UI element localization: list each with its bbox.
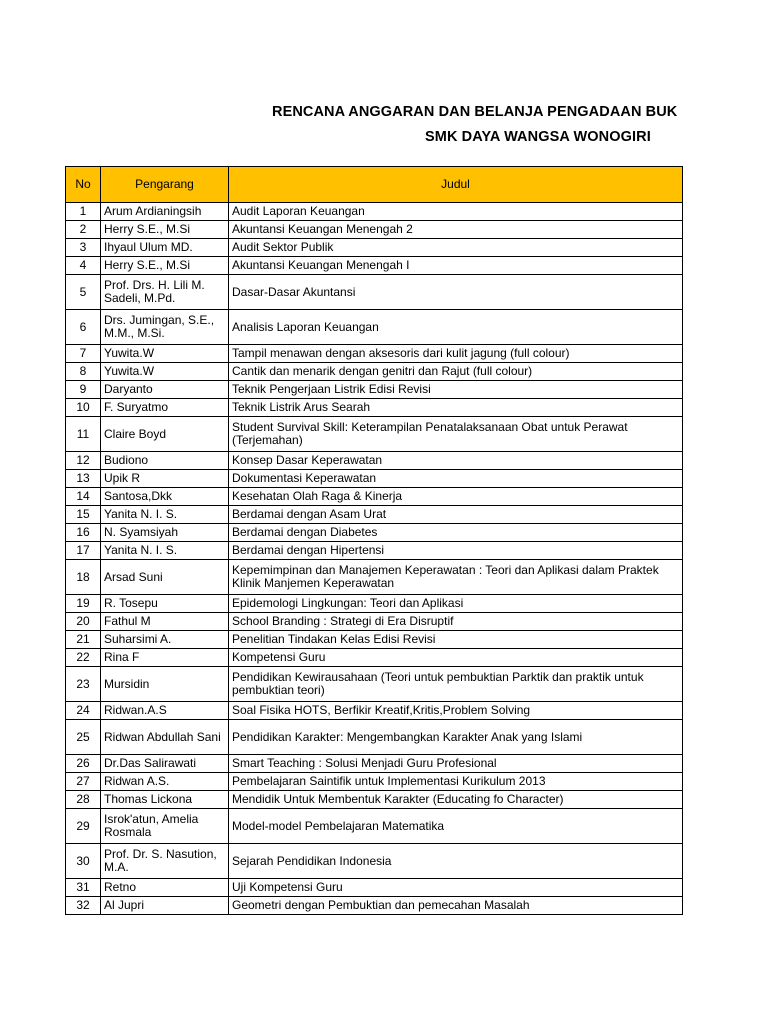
table-row [66,773,683,791]
cell-author: Ridwan A.S. [101,773,229,791]
cell-title: Cantik dan menarik dengan genitri dan Rajut (full colour) [229,363,683,381]
cell-author: Herry S.E., M.Si [101,221,229,239]
cell-no: 32 [66,897,101,915]
table-row [66,667,683,702]
cell-title: Analisis Laporan Keuangan [229,310,683,345]
cell-author: Drs. Jumingan, S.E., M.M., M.Si. [101,310,229,345]
cell-author: Claire Boyd [101,417,229,452]
cell-no: 19 [66,595,101,613]
cell-author: Prof. Drs. H. Lili M. Sadeli, M.Pd. [101,275,229,310]
table-row [66,488,683,506]
cell-title: Uji Kompetensi Guru [229,879,683,897]
cell-author: N. Syamsiyah [101,524,229,542]
cell-no: 27 [66,773,101,791]
table-row [66,560,683,595]
cell-no: 18 [66,560,101,595]
cell-author: Ridwan.A.S [101,702,229,720]
document-title: RENCANA ANGGARAN DAN BELANJA PENGADAAN BUK [272,104,678,120]
table-row [66,381,683,399]
cell-author: Yuwita.W [101,363,229,381]
cell-author: Rina F [101,649,229,667]
cell-author: Thomas Lickona [101,791,229,809]
cell-author: Arum Ardianingsih [101,203,229,221]
cell-author: Isrok'atun, Amelia Rosmala [101,809,229,844]
cell-author: Mursidin [101,667,229,702]
cell-title: Smart Teaching : Solusi Menjadi Guru Profesional [229,755,683,773]
cell-title: Kepemimpinan dan Manajemen Keperawatan : Teori dan Aplikasi dalam Praktek Klinik Manjemen Keperawatan [229,560,683,595]
cell-author: Yanita N. I. S. [101,542,229,560]
cell-no: 16 [66,524,101,542]
cell-author: Prof. Dr. S. Nasution, M.A. [101,844,229,879]
cell-title: Pendidikan Kewirausahaan (Teori untuk pembuktian Parktik dan praktik untuk pembuktian teori) [229,667,683,702]
cell-author: Daryanto [101,381,229,399]
cell-no: 9 [66,381,101,399]
table-row [66,844,683,879]
cell-title: Model-model Pembelajaran Matematika [229,809,683,844]
cell-title: Sejarah Pendidikan Indonesia [229,844,683,879]
cell-title: Epidemologi Lingkungan: Teori dan Aplikasi [229,595,683,613]
cell-title: Konsep Dasar Keperawatan [229,452,683,470]
cell-author: Dr.Das Salirawati [101,755,229,773]
table-row [66,345,683,363]
cell-title: Dasar-Dasar Akuntansi [229,275,683,310]
cell-no: 8 [66,363,101,381]
cell-author: Retno [101,879,229,897]
cell-title: Pembelajaran Saintifik untuk Implementasi Kurikulum 2013 [229,773,683,791]
cell-no: 6 [66,310,101,345]
table-row [66,595,683,613]
table-row [66,809,683,844]
cell-no: 31 [66,879,101,897]
cell-title: School Branding : Strategi di Era Disruptif [229,613,683,631]
cell-no: 10 [66,399,101,417]
table-row [66,542,683,560]
table-row [66,720,683,755]
cell-title: Mendidik Untuk Membentuk Karakter (Educating fo Character) [229,791,683,809]
cell-author: Yuwita.W [101,345,229,363]
table-row [66,524,683,542]
cell-title: Kompetensi Guru [229,649,683,667]
cell-author: Fathul M [101,613,229,631]
cell-author: Santosa,Dkk [101,488,229,506]
cell-title: Audit Sektor Publik [229,239,683,257]
cell-no: 21 [66,631,101,649]
table-row [66,363,683,381]
cell-no: 2 [66,221,101,239]
cell-no: 4 [66,257,101,275]
cell-no: 22 [66,649,101,667]
cell-title: Audit Laporan Keuangan [229,203,683,221]
cell-no: 25 [66,720,101,755]
cell-author: Arsad Suni [101,560,229,595]
table-row [66,257,683,275]
cell-title: Student Survival Skill: Keterampilan Penatalaksanaan Obat untuk Perawat (Terjemahan) [229,417,683,452]
cell-title: Teknik Pengerjaan Listrik Edisi Revisi [229,381,683,399]
cell-no: 20 [66,613,101,631]
table-row [66,399,683,417]
cell-no: 3 [66,239,101,257]
cell-title: Kesehatan Olah Raga & Kinerja [229,488,683,506]
table-row [66,755,683,773]
table-row [66,239,683,257]
cell-title: Geometri dengan Pembuktian dan pemecahan Masalah [229,897,683,915]
cell-title: Akuntansi Keuangan Menengah 2 [229,221,683,239]
cell-no: 26 [66,755,101,773]
cell-title: Soal Fisika HOTS, Berfikir Kreatif,Kritis,Problem Solving [229,702,683,720]
cell-no: 28 [66,791,101,809]
cell-no: 12 [66,452,101,470]
cell-no: 14 [66,488,101,506]
cell-no: 1 [66,203,101,221]
header-row [66,167,683,203]
cell-no: 13 [66,470,101,488]
cell-no: 11 [66,417,101,452]
cell-no: 30 [66,844,101,879]
table-row [66,631,683,649]
table-row [66,417,683,452]
table-row [66,221,683,239]
table-row [66,506,683,524]
cell-author: F. Suryatmo [101,399,229,417]
cell-title: Tampil menawan dengan aksesoris dari kulit jagung (full colour) [229,345,683,363]
cell-title: Pendidikan Karakter: Mengembangkan Karakter Anak yang Islami [229,720,683,755]
document-subtitle: SMK DAYA WANGSA WONOGIRI [425,129,651,145]
cell-title: Penelitian Tindakan Kelas Edisi Revisi [229,631,683,649]
header-author: Pengarang [101,167,229,203]
table-row [66,879,683,897]
cell-no: 17 [66,542,101,560]
cell-author: R. Tosepu [101,595,229,613]
cell-title: Berdamai dengan Hipertensi [229,542,683,560]
book-table [65,166,683,915]
table-row [66,203,683,221]
table-row [66,275,683,310]
cell-author: Al Jupri [101,897,229,915]
cell-author: Upik R [101,470,229,488]
table-row [66,897,683,915]
cell-author: Suharsimi A. [101,631,229,649]
header-title: Judul [229,167,683,203]
cell-no: 15 [66,506,101,524]
cell-author: Ihyaul Ulum MD. [101,239,229,257]
cell-title: Berdamai dengan Asam Urat [229,506,683,524]
header-no: No [66,167,101,203]
table-row [66,791,683,809]
cell-no: 7 [66,345,101,363]
cell-title: Dokumentasi Keperawatan [229,470,683,488]
cell-author: Herry S.E., M.Si [101,257,229,275]
table-row [66,613,683,631]
cell-no: 24 [66,702,101,720]
cell-author: Ridwan Abdullah Sani [101,720,229,755]
table-row [66,649,683,667]
cell-title: Akuntansi Keuangan Menengah I [229,257,683,275]
table-row [66,702,683,720]
cell-title: Teknik Listrik Arus Searah [229,399,683,417]
cell-author: Yanita N. I. S. [101,506,229,524]
table-row [66,310,683,345]
table-row [66,452,683,470]
cell-author: Budiono [101,452,229,470]
table-row [66,470,683,488]
cell-no: 5 [66,275,101,310]
cell-no: 29 [66,809,101,844]
cell-title: Berdamai dengan Diabetes [229,524,683,542]
cell-no: 23 [66,667,101,702]
